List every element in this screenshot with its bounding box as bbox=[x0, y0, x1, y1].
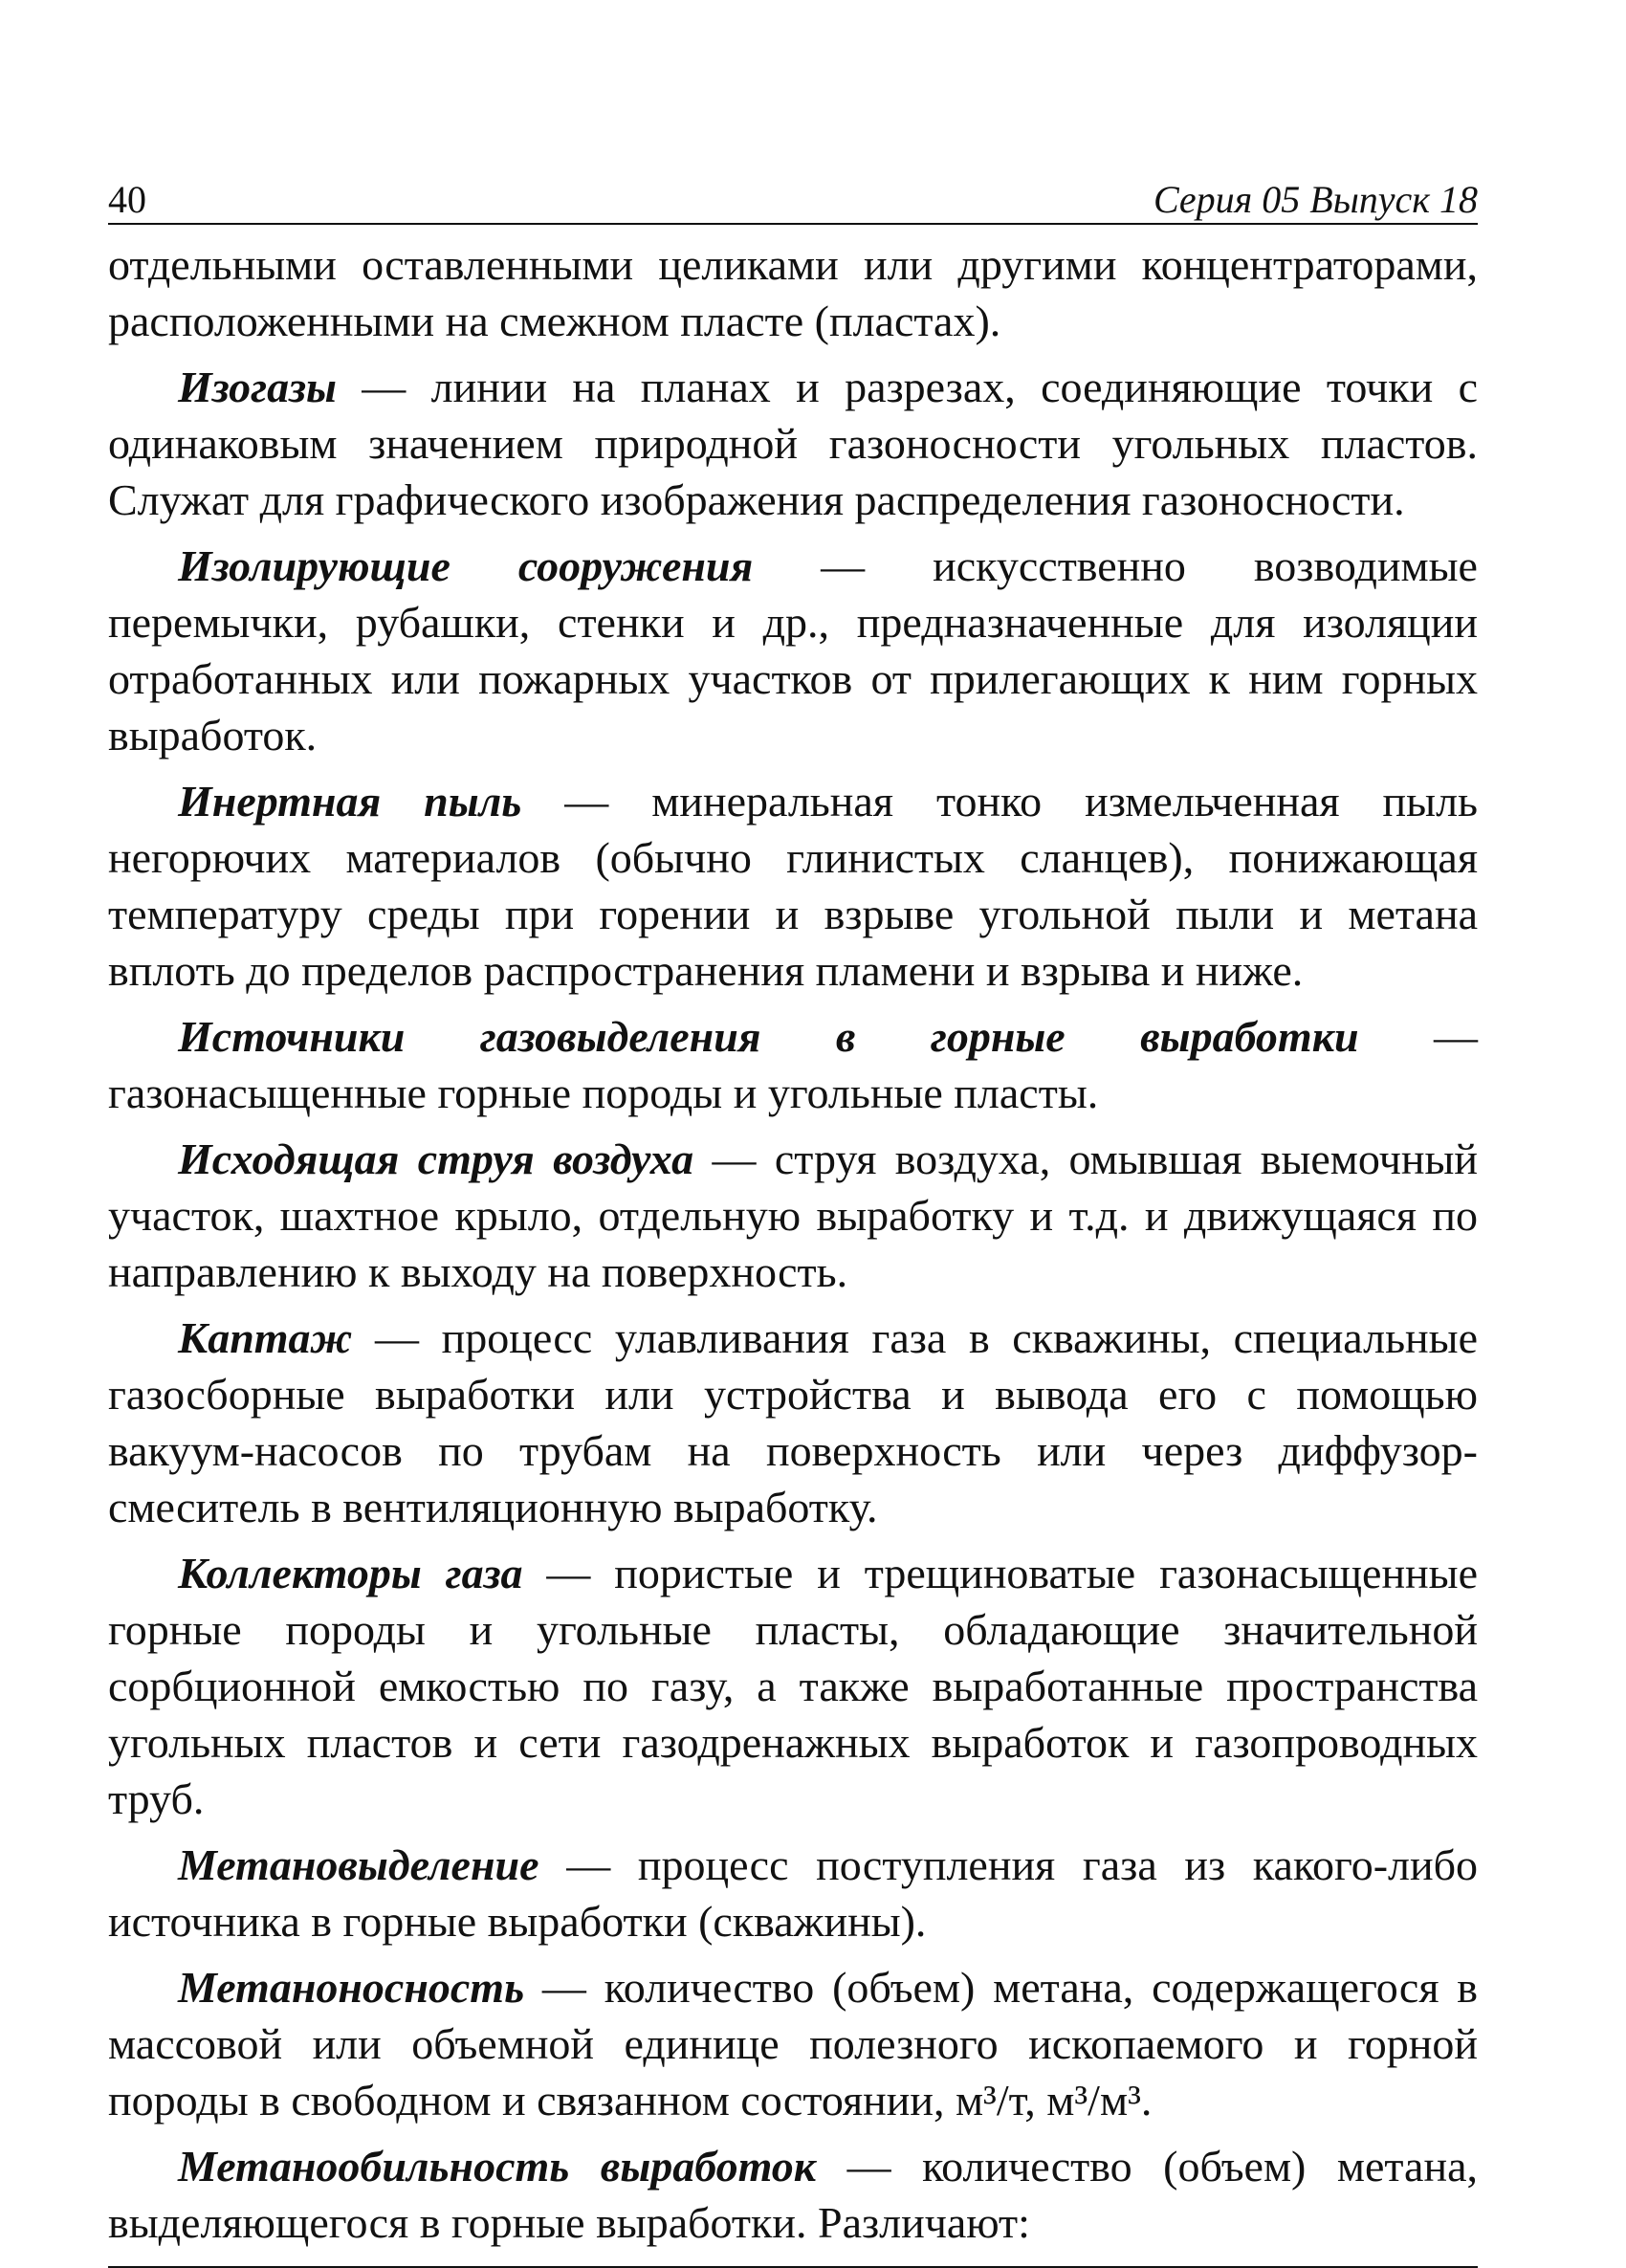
glossary-definition: — процесс улавливания газа в скважины, специальные газосборные выработки или устройства и вывода его с помощью вакуум-насосов по трубам на поверхность или через диффузор-смеситель в вентиляционную выработку. bbox=[108, 1313, 1478, 1531]
glossary-definition: — количество (объем) метана, выделяющегося в горные выработки. Различают: bbox=[108, 2142, 1478, 2247]
glossary-term: Исходящая струя воздуха bbox=[178, 1134, 694, 1183]
glossary-definition: — искусственно возводимые перемычки, рубашки, стенки и др., предназначенные для изоляции отработанных или пожарных участков от прилегающих к ним горных выработок. bbox=[108, 541, 1478, 760]
glossary-definition: — струя воздуха, омывшая выемочный участок, шахтное крыло, отдельную выработку и т.д. и движущаяся по направлению к выходу на поверхность. bbox=[108, 1134, 1478, 1296]
glossary-entry bbox=[108, 2138, 1478, 2251]
running-title: Серия 05 Выпуск 18 bbox=[1153, 178, 1478, 221]
glossary-term: Метанообильность выработок bbox=[178, 2142, 817, 2191]
page-header bbox=[108, 177, 1478, 225]
glossary-definition: — линии на планах и разрезах, соединяющие точки с одинаковым значением природной газоносности угольных пластов. Служат для графического изображения распределения газоносности. bbox=[108, 363, 1478, 524]
glossary-definition: — количество (объем) метана, содержащегося в массовой или объемной единице полезного ископаемого и горной породы в свободном и связанном состоянии, м³/т, м³/м³. bbox=[108, 1963, 1478, 2125]
glossary-entry bbox=[108, 773, 1478, 999]
glossary-term: Источники газовыделения в горные выработки bbox=[178, 1012, 1359, 1061]
glossary-definition: — процесс поступления газа из какого-либо источника в горные выработки (скважины). bbox=[108, 1840, 1478, 1946]
glossary-term: Инертная пыль bbox=[178, 777, 522, 826]
glossary-entry bbox=[108, 1131, 1478, 1300]
body-text bbox=[108, 236, 1478, 2251]
glossary-term: Коллекторы газа bbox=[178, 1549, 523, 1597]
document-page bbox=[108, 177, 1478, 2268]
glossary-definition: — газонасыщенные горные породы и угольные пласты. bbox=[108, 1012, 1478, 1117]
glossary-definition: — пористые и трещиноватые газонасыщенные горные породы и угольные пласты, обладающие значительной сорбционной емкостью по газу, а также выработанные пространства угольных пластов и сети газодренажных выработок и газопроводных труб. bbox=[108, 1549, 1479, 1823]
glossary-entry bbox=[108, 538, 1478, 763]
glossary-term: Метановыделение bbox=[178, 1840, 539, 1889]
glossary-term: Метаноносность bbox=[178, 1963, 525, 2012]
glossary-definition: — минеральная тонко измельченная пыль негорючих материалов (обычно глинистых сланцев), понижающая температуру среды при горении и взрыве угольной пыли и метана вплоть до пределов распространения пламени и взрыва и ниже. bbox=[108, 777, 1479, 995]
glossary-term: Изолирующие сооружения bbox=[178, 541, 754, 590]
glossary-entry bbox=[108, 1545, 1478, 1827]
glossary-entry bbox=[108, 1008, 1478, 1121]
glossary-term: Изогазы bbox=[178, 363, 337, 411]
glossary-entry bbox=[108, 1837, 1478, 1949]
glossary-term: Каптаж bbox=[178, 1313, 353, 1362]
glossary-entry bbox=[108, 1959, 1478, 2128]
glossary-entry bbox=[108, 359, 1478, 528]
page-number: 40 bbox=[108, 178, 146, 221]
glossary-entry bbox=[108, 1310, 1478, 1535]
intro-paragraph: отдельными оставленными целиками или другими концентраторами, расположенными на смежном пласте (пластах). bbox=[108, 240, 1478, 345]
